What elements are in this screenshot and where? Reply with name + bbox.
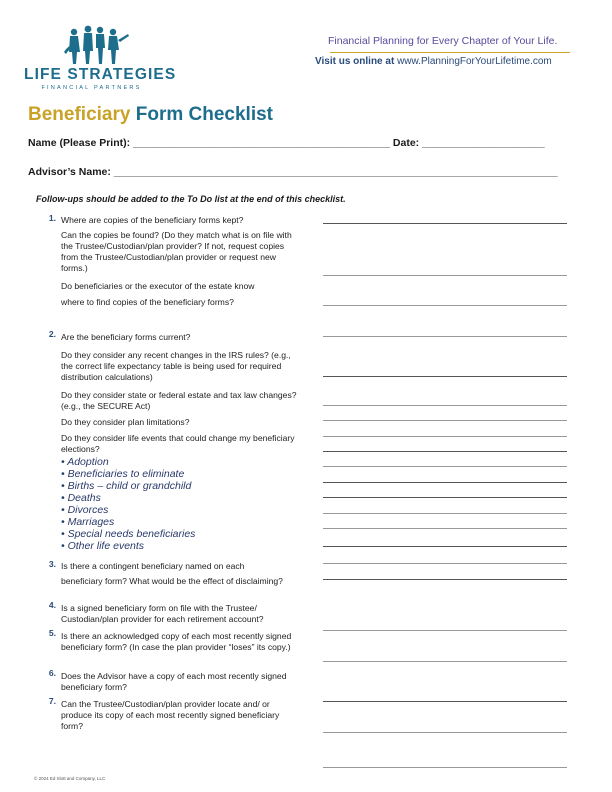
- q7-text: Can the Trustee/Custodian/plan provider locate and/ or produce its copy of each most recently signed beneficiary form?: [61, 699, 280, 731]
- q2-sub4: Do they consider life events that could change my beneficiary elections?: [61, 433, 295, 454]
- name-label: Name (Please Print):: [28, 137, 131, 149]
- answer-line[interactable]: [323, 275, 567, 276]
- answer-line[interactable]: [323, 336, 567, 337]
- website-line: [315, 56, 552, 67]
- q1-sub2a: Do beneficiaries or the executor of the estate know: [61, 281, 255, 291]
- q2-sub1: Do they consider any recent changes in the IRS rules? (e.g., the correct life expectancy table is being used for required distribution calculations): [61, 350, 291, 382]
- title-part-2: Form Checklist: [135, 104, 273, 125]
- advisor-label: Advisor’s Name:: [28, 166, 111, 178]
- list-item: • Beneficiaries to eliminate: [61, 468, 185, 480]
- answer-line[interactable]: [323, 513, 567, 514]
- tagline-divider: [330, 52, 570, 53]
- q1-sub1: Can the copies be found? (Do they match what is on file with the Trustee/Custodian/plan provider? If not, request copies from the Trustee/Custodian/plan provider or request new forms.): [61, 230, 292, 273]
- q2-sub2: Do they consider state or federal estate and tax law changes? (e.g., the SECURE Act): [61, 390, 297, 411]
- answer-line[interactable]: [323, 661, 567, 662]
- website-link[interactable]: www.PlanningForYourLifetime.com: [397, 56, 552, 67]
- q6-text: Does the Advisor have a copy of each most recently signed beneficiary form?: [61, 671, 287, 692]
- date-label: Date:: [392, 137, 420, 149]
- answer-line[interactable]: [323, 497, 567, 498]
- answer-line[interactable]: [323, 376, 567, 377]
- logo-subtitle: FINANCIAL PARTNERS: [41, 85, 142, 91]
- date-line[interactable]: _____________________: [422, 137, 545, 149]
- q3-line1: Is there a contingent beneficiary named on each: [61, 561, 245, 571]
- logo-name: LIFE STRATEGIES: [24, 66, 177, 83]
- copyright-footer: © 2024 Ed Slott and Company, LLC: [34, 776, 106, 781]
- title-part-1: Beneficiary: [28, 104, 131, 125]
- q5-number: 5.: [48, 628, 56, 638]
- answer-line[interactable]: [323, 546, 567, 547]
- name-line[interactable]: ____________________________________________: [133, 137, 390, 149]
- q6-number: 6.: [48, 668, 56, 678]
- answer-line[interactable]: [323, 420, 567, 421]
- list-item: • Special needs beneficiaries: [61, 528, 196, 540]
- answer-line[interactable]: [323, 701, 567, 702]
- q5-text: Is there an acknowledged copy of each most recently signed beneficiary form? (In case the plan provider “loses” its copy.): [61, 631, 292, 652]
- answer-line[interactable]: [323, 436, 567, 437]
- answer-line[interactable]: [323, 579, 567, 580]
- answer-line[interactable]: [323, 405, 567, 406]
- life-events-list: [61, 456, 195, 552]
- name-field: [28, 137, 545, 149]
- q4-text: Is a signed beneficiary form on file with the Trustee/ Custodian/plan provider for each retirement account?: [61, 603, 264, 624]
- q2-sub3: Do they consider plan limitations?: [61, 417, 190, 427]
- q2-main: Are the beneficiary forms current?: [61, 332, 191, 342]
- answer-line[interactable]: [323, 466, 567, 467]
- q1-sub2b: where to find copies of the beneficiary forms?: [61, 297, 234, 307]
- answer-line[interactable]: [323, 223, 567, 224]
- advisor-line[interactable]: ____________________________________________________________________________: [113, 166, 558, 178]
- q7-number: 7.: [48, 696, 56, 706]
- list-item: • Other life events: [61, 540, 145, 552]
- list-item: • Divorces: [61, 504, 109, 516]
- answer-line[interactable]: [323, 563, 567, 564]
- answer-line[interactable]: [323, 528, 567, 529]
- advisor-field: [28, 166, 558, 178]
- answer-line[interactable]: [323, 630, 567, 631]
- visit-label: Visit us online at: [315, 56, 395, 67]
- answer-line[interactable]: [323, 305, 567, 306]
- logo: [24, 66, 177, 91]
- list-item: • Deaths: [61, 492, 101, 504]
- answer-line[interactable]: [323, 732, 567, 733]
- logo-figures-graphic: [62, 24, 132, 66]
- list-item: • Adoption: [61, 456, 109, 468]
- list-item: • Marriages: [61, 516, 115, 528]
- followup-note: Follow-ups should be added to the To Do list at the end of this checklist.: [36, 194, 346, 204]
- tagline: Financial Planning for Every Chapter of Your Life.: [328, 35, 558, 47]
- answer-line[interactable]: [323, 767, 567, 768]
- q1-main: Where are copies of the beneficiary forms kept?: [61, 215, 244, 225]
- q3-line2: beneficiary form? What would be the effect of disclaiming?: [61, 576, 283, 586]
- page-title: [28, 104, 273, 126]
- q2-number: 2.: [48, 329, 56, 339]
- q1-number: 1.: [48, 213, 56, 223]
- list-item: • Births – child or grandchild: [61, 480, 192, 492]
- answer-line[interactable]: [323, 482, 567, 483]
- answer-line[interactable]: [323, 451, 567, 452]
- q4-number: 4.: [48, 600, 56, 610]
- q3-number: 3.: [48, 559, 56, 569]
